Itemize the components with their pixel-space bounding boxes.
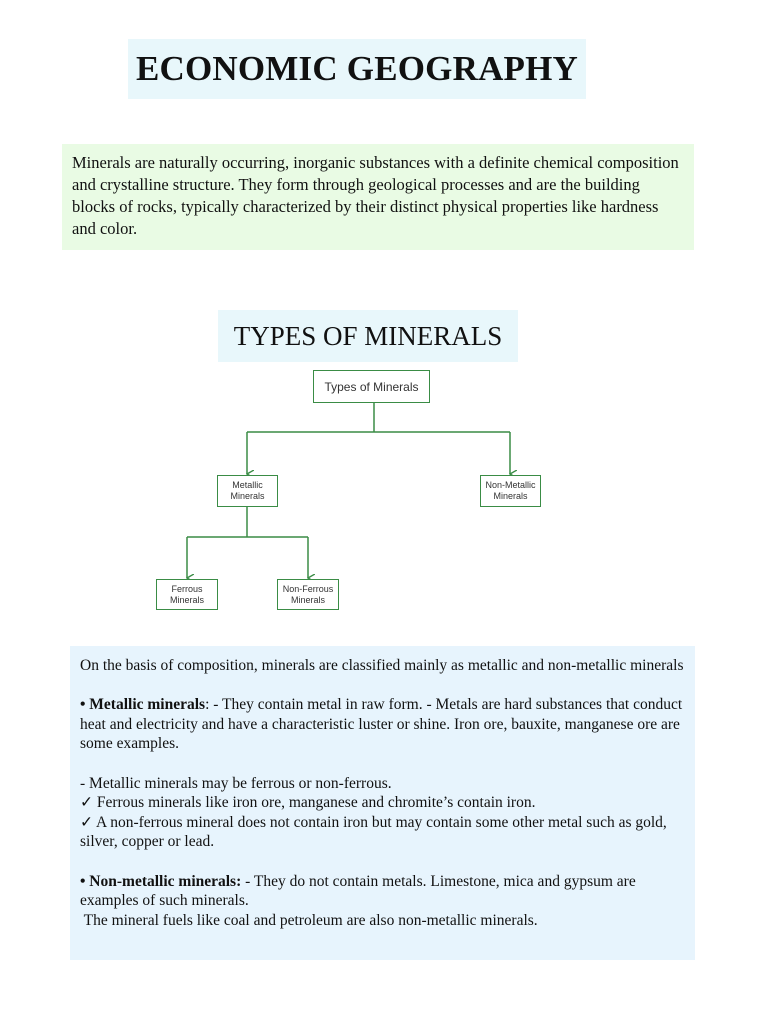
metallic-paragraph bbox=[80, 695, 685, 754]
node-ferrous-minerals bbox=[156, 579, 218, 610]
node-non-ferrous-line2: Minerals bbox=[290, 594, 325, 605]
non-ferrous-check-item: ✓ A non-ferrous mineral does not contain iron but may contain some other metal such as gold, silver, copper or lead. bbox=[80, 813, 667, 851]
node-non-metallic-line2: Minerals bbox=[493, 491, 528, 501]
definition-text: Minerals are naturally occurring, inorganic substances with a definite chemical composition and crystalline structure. They form through geological processes and are the building blocks of rocks, typically characterized by their distinct physical properties like hardness and color. bbox=[72, 153, 679, 238]
non-metallic-text: - They do not contain metals. Limestone, mica and gypsum are examples of such minerals. bbox=[80, 872, 636, 910]
metallic-subtypes-intro: - Metallic minerals may be ferrous or non-ferrous. bbox=[80, 774, 392, 792]
section-title: TYPES OF MINERALS bbox=[233, 320, 503, 351]
node-non-metallic-minerals bbox=[480, 475, 541, 507]
metallic-heading: • Metallic minerals bbox=[80, 696, 206, 714]
mineral-fuels-line: The mineral fuels like coal and petroleum are also non-metallic minerals. bbox=[80, 911, 538, 929]
node-metallic-line2: Minerals bbox=[230, 491, 265, 501]
node-ferrous-line2: Minerals bbox=[169, 594, 204, 605]
node-metallic-line1: Metallic bbox=[232, 480, 263, 490]
node-root-label: Types of Minerals bbox=[324, 379, 419, 394]
page-title: ECONOMIC GEOGRAPHY bbox=[135, 49, 579, 88]
node-metallic-minerals bbox=[217, 475, 278, 507]
node-non-ferrous-line1: Non-Ferrous bbox=[282, 583, 334, 594]
classification-intro: On the basis of composition, minerals are classified mainly as metallic and non-metallic minerals bbox=[80, 657, 684, 674]
node-types-of-minerals bbox=[313, 370, 430, 403]
node-ferrous-line1: Ferrous bbox=[171, 583, 203, 594]
ferrous-check-item: ✓ Ferrous minerals like iron ore, manganese and chromite’s contain iron. bbox=[80, 794, 536, 812]
non-metallic-heading: • Non-metallic minerals: bbox=[80, 872, 242, 890]
node-non-metallic-line1: Non-Metallic bbox=[485, 480, 536, 490]
classification-box bbox=[70, 646, 695, 960]
non-metallic-paragraph bbox=[80, 872, 685, 911]
metallic-text: : - They contain metal in raw form. - Metals are hard substances that conduct heat and electricity and have a characteristic luster or shine. Iron ore, bauxite, manganese ore are some examples. bbox=[80, 696, 683, 753]
node-non-ferrous-minerals bbox=[277, 579, 339, 610]
